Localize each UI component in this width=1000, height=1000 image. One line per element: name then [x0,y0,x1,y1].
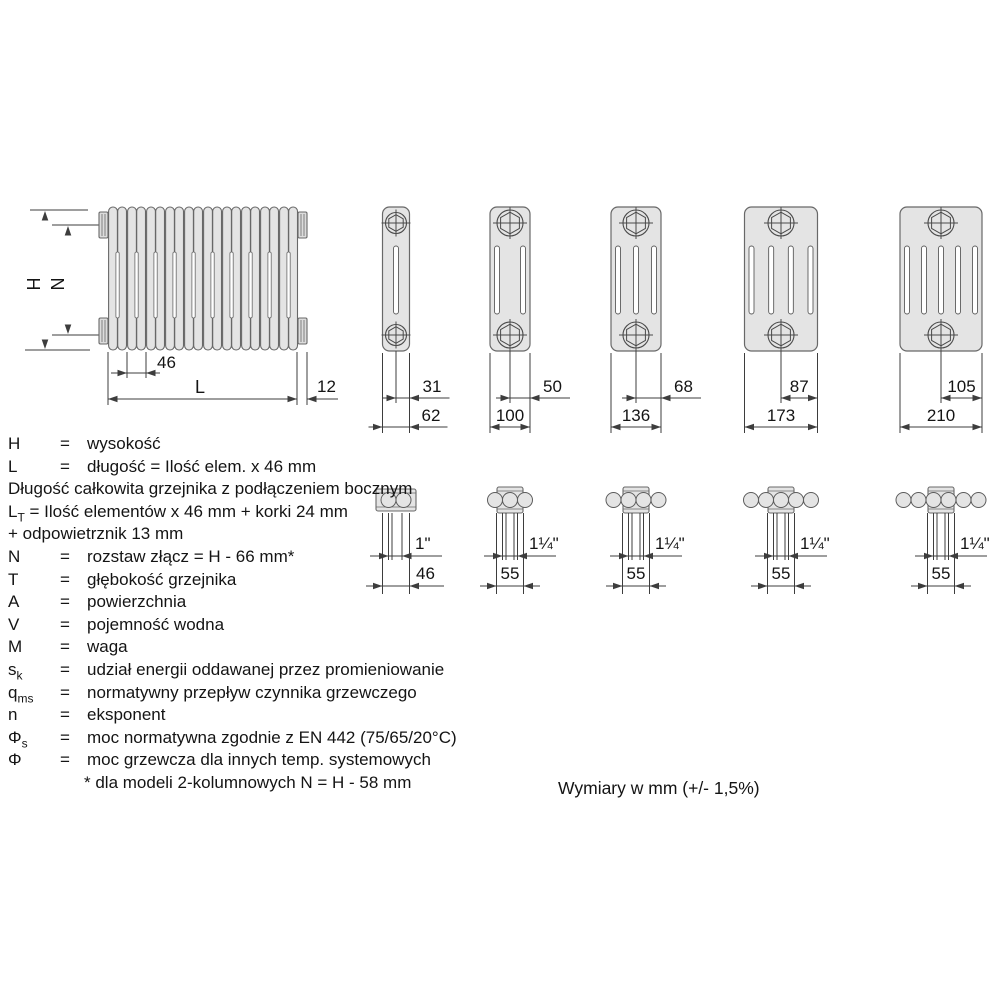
legend-equals: = [60,705,70,725]
legend-equals: = [60,592,70,612]
legend-row [8,727,488,750]
legend-equals: = [60,750,70,770]
top-view-3-col [480,487,559,594]
legend-row [8,636,488,659]
legend-row [8,591,488,614]
legend-row [8,682,488,705]
legend-definition: rozstaw złącz = H - 66 mm* [87,546,295,566]
length-label: L [194,377,206,397]
legend-definition: udział energii oddawanej przez promieniowanie [87,659,445,679]
legend-equals: = [60,682,70,702]
legend-symbol: Φ [8,750,22,770]
legend-symbol: $s_k$ [8,659,23,683]
nipple-pitch-label: 55 [626,564,646,583]
legend-symbol: M [8,637,23,657]
legend-equals: = [60,456,70,476]
legend-row-text: + odpowietrznik 13 mm [8,524,184,544]
cross-section-5-col [745,207,818,433]
legend-definition: głębokość grzejnika [87,569,237,589]
dimensions-note: Wymiary w mm (+/- 1,5%) [558,778,760,798]
nipple-pitch-label: 55 [931,564,951,583]
cross-section-3-col [490,207,570,433]
legend-equals: = [60,659,70,679]
nipple-pitch-label: 46 [416,564,435,583]
legend-row [8,614,488,637]
cross-section-6-col [900,207,982,433]
thread-size-label: 1¼" [529,534,559,553]
legend-definition: waga [87,637,128,657]
legend-definition: powierzchnia [87,592,187,612]
legend-definition: normatywny przepływ czynnika grzewczego [87,682,417,702]
full-width-label: 62 [421,406,441,425]
nipple-pitch-label: 55 [500,564,520,583]
full-width-label: 100 [495,406,525,425]
thread-size-label: 1¼" [960,534,990,553]
half-width-label: 105 [947,377,976,396]
legend-symbol: H [8,434,21,453]
legend-equals: = [60,637,70,657]
legend-list [8,433,488,795]
full-width-label: 173 [766,406,796,425]
legend-definition: eksponent [87,705,166,725]
full-width-label: 136 [621,406,651,425]
legend-symbol: $\Phi_s$ [8,727,28,751]
legend-row [8,456,488,479]
legend-definition: moc grzewcza dla innych temp. systemowych [87,750,431,770]
legend-equals: = [60,727,70,747]
cross-section-2-col [369,207,450,433]
cross-section-4-col [611,207,701,433]
legend-symbol: T [8,569,19,589]
legend-definition: wysokość [87,434,161,453]
legend-symbol: L [8,456,18,476]
legend-equals: = [60,569,70,589]
thread-size-label: 1¼" [655,534,685,553]
radiator-cross-sections [369,207,983,433]
top-view-6-col [896,487,990,594]
legend-row [8,569,488,592]
legend-row [8,749,488,772]
top-view-4-col [606,487,685,594]
thread-size-label: 1" [415,534,431,553]
half-width-label: 68 [674,377,693,396]
height-dim-label: H [23,277,43,291]
thread-size-label: 1¼" [800,534,830,553]
legend-symbol: A [8,592,20,612]
legend-definition: moc normatywna zgodnie z EN 442 (75/65/20°C) [87,727,457,747]
legend-row [8,659,488,682]
half-width-label: 31 [422,377,442,396]
full-width-label: 210 [926,406,956,425]
legend-row [8,704,488,727]
element-pitch-label: 46 [157,353,176,372]
legend-equals: = [60,546,70,566]
legend-symbol: n [8,705,18,725]
legend-footnote: * dla modeli 2-kolumnowych N = H - 58 mm [84,772,412,792]
legend-row-text: Długość całkowita grzejnika z podłączeniem bocznym [8,479,413,499]
top-view-5-col [744,487,830,594]
legend-row-flow: $L_T$ = Ilość elementów x 46 mm + korki 24 mm [8,501,348,525]
legend-symbol: $q_{ms}$ [8,682,34,705]
legend-symbol: V [8,614,20,634]
legend-definition: długość = Ilość elem. x 46 mm [87,456,317,476]
half-width-label: 50 [543,377,562,396]
legend-equals: = [60,434,70,453]
joint-spacing-dim-label: N [47,277,67,291]
end-extension-label: 12 [317,377,336,396]
legend-row [8,546,488,569]
legend-equals: = [60,614,70,634]
legend-definition: pojemność wodna [87,614,225,634]
legend-symbol: N [8,546,21,566]
legend-row [8,433,488,456]
radiator-front-view [23,207,338,405]
nipple-pitch-label: 55 [771,564,791,583]
half-width-label: 87 [789,377,809,396]
